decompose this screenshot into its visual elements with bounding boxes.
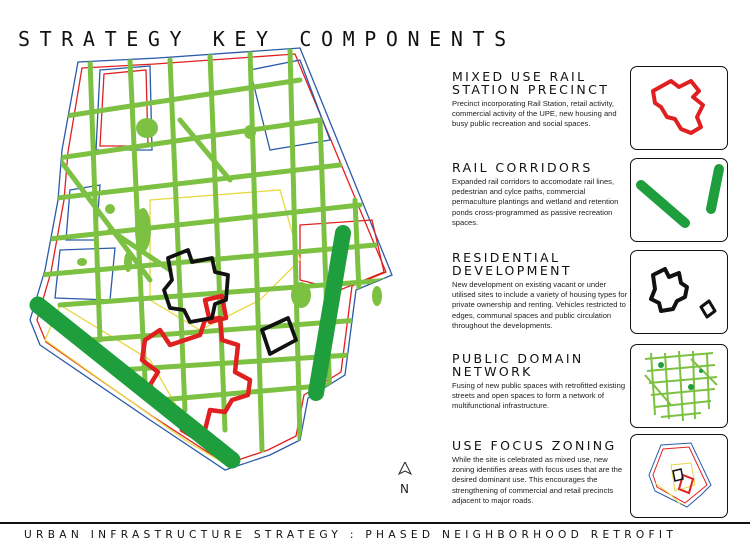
thumb-public-domain [630,344,728,428]
component-heading: PUBLIC DOMAIN NETWORK [452,351,584,379]
component-public-domain [452,352,628,412]
component-heading: RESIDENTIAL DEVELOPMENT [452,250,572,278]
north-arrow [398,462,412,499]
component-heading: USE FOCUS ZONING [452,438,617,453]
component-heading: RAIL CORRIDORS [452,160,593,175]
component-description: Fusing of new public spaces with retrofitted existing streets and open spaces to form a network of multifunctional infrastructure. [452,381,626,411]
footer-bar [0,522,750,547]
thumb-residential [630,250,728,334]
component-heading: MIXED USE RAIL STATION PRECINCT [452,69,610,97]
north-arrow-icon [398,462,412,496]
component-description: New development on existing vacant or under utilised sites to include a variety of housing types for private ownership and renting. Vehicles restricted to edges, communal spaces and public circulation throughout the developments. [452,280,628,330]
component-residential [452,251,628,331]
page-title: STRATEGY KEY COMPONENTS [18,27,516,51]
thumb-rail-corridors [630,158,728,242]
component-use-focus-zoning [452,439,628,506]
component-mixed-use-rail [452,70,628,130]
footer-title: URBAN INFRASTRUCTURE STRATEGY : PHASED NEIGHBORHOOD RETROFIT [24,529,678,541]
component-description: While the site is celebrated as mixed use, new zoning identifies areas with focus uses that are the desired dominant use. This encourages the strengthening of commercial and retail precincts adjacent to major roads. [452,455,623,505]
svg-text:N: N [400,482,409,496]
component-description: Precinct incorporating Rail Station, retail activity, commercial activity of the UPE, new housing and busy public recreation and social spaces. [452,99,617,129]
component-description: Expanded rail corridors to accomodate rail lines, pedestrian and cylce paths, commercial permaculture plantings and wetland and retention ponds cross-programmed as passive recreation spaces. [452,177,619,227]
component-rail-corridors [452,161,628,228]
thumb-rail-station [630,66,728,150]
thumb-use-focus-zoning [630,434,728,518]
